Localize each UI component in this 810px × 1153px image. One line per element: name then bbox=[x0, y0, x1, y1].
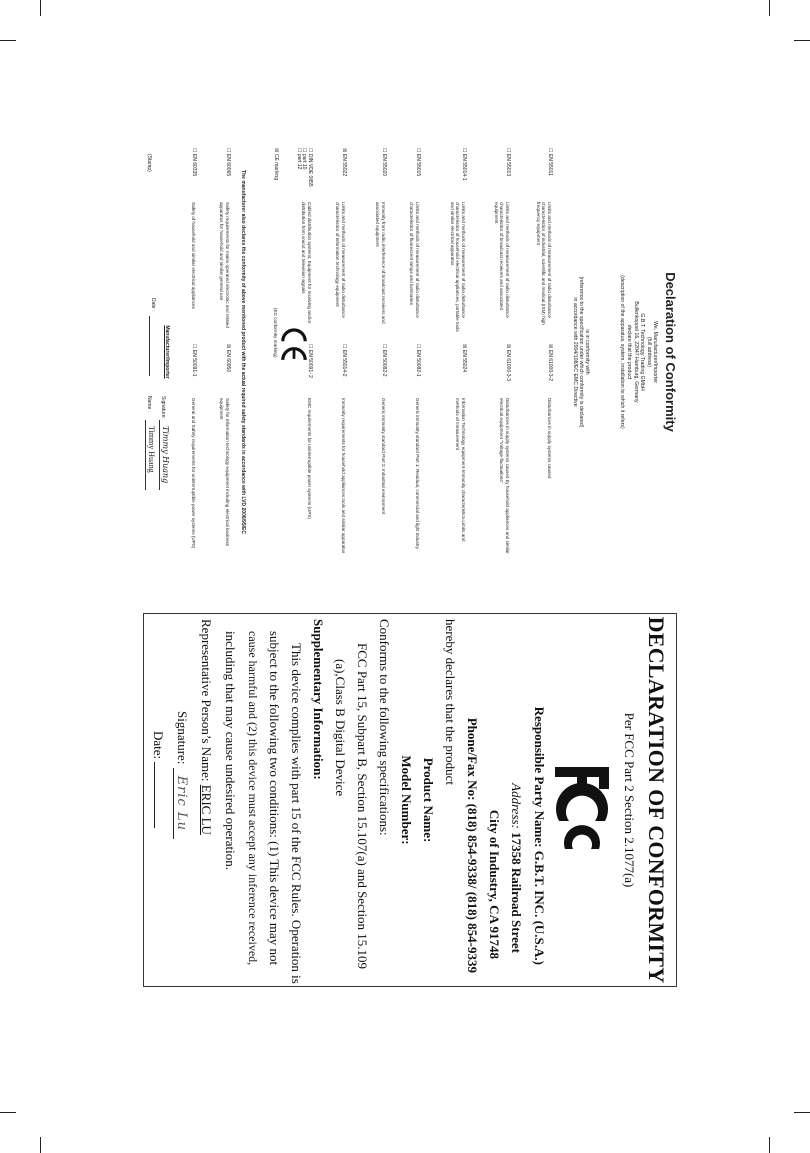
standard-row bbox=[200, 148, 230, 556]
name-line bbox=[145, 420, 146, 490]
representative-value: ERIC LU bbox=[199, 784, 214, 835]
name-label: Name : bbox=[146, 396, 152, 413]
responsible-party-label: Responsible Party Name: bbox=[532, 706, 547, 848]
standard-desc: Safety requirements for mains operated electronic and related apparatus for household and similar general use bbox=[219, 202, 230, 328]
ce-company: G.B.T. Technology Trading GMbH bbox=[639, 313, 645, 391]
standard-desc: Limits and methods of measurement of radio disturbance characteristics of broadcast receivers and associated equipment bbox=[493, 202, 510, 318]
fcc-signature-label: Signature: bbox=[175, 711, 190, 765]
standard-code: ☐ EN 60065 bbox=[225, 148, 231, 177]
conforms-text: Conforms to the following specifications: bbox=[377, 619, 392, 836]
standard-desc: (EC conformity marking) bbox=[273, 308, 278, 358]
supp-line: subject to the following two conditions: (1) This device may not bbox=[267, 631, 282, 966]
supplementary-label: Supplementary Information: bbox=[311, 619, 326, 780]
ce-header-line: declare that the product bbox=[626, 324, 632, 380]
standard-code: ☐ EN 55011 bbox=[547, 148, 553, 176]
standard-desc: Safety of household and similar electrical appliances bbox=[191, 202, 196, 309]
standard-code: ☒ CE marking bbox=[273, 148, 279, 180]
crop-mark bbox=[40, 0, 41, 16]
ce-declaration-rest bbox=[137, 148, 682, 556]
signature-block bbox=[140, 148, 170, 556]
ce-header-line: (full address) bbox=[646, 337, 652, 367]
standard-code: ☐ EN 60335 bbox=[191, 148, 197, 177]
date-label: Date : bbox=[150, 298, 156, 312]
responsible-party bbox=[531, 613, 547, 965]
phone-label: Phone/Fax No: bbox=[465, 717, 480, 801]
manufacturer-importer-label: Manufacturer/Importer bbox=[164, 325, 170, 379]
fcc-date-line bbox=[154, 762, 155, 828]
supp-line: cause harmful and (2) this device must accept any inference received, bbox=[246, 631, 260, 966]
crop-mark bbox=[794, 40, 810, 41]
city-row: City of Industry, CA 91748 bbox=[487, 809, 502, 959]
fcc-date-label: Date: bbox=[151, 731, 166, 760]
fcc-signature-value: Eric Lu bbox=[173, 768, 189, 839]
standard-code: ☐ DIN VDE 0855 ☐ part 10 ☐ part 12 bbox=[295, 148, 313, 187]
crop-mark bbox=[794, 1112, 810, 1113]
fcc-declaration bbox=[143, 613, 677, 987]
representative-row bbox=[198, 619, 214, 979]
standard-code: ☒ EN 60950 bbox=[225, 344, 231, 373]
signature-label: Signature: bbox=[160, 396, 166, 419]
standard-row bbox=[172, 148, 196, 556]
standard-desc: Generic immunity standard Part 1: Residual, commercial and light industry bbox=[415, 398, 420, 549]
signature-line bbox=[159, 420, 160, 490]
also-declares: The manufacturer also declares the conformity of above mentioned product with the actual required safety standards in accordance with LVD 2006/95/EC bbox=[240, 170, 246, 534]
crop-mark bbox=[769, 1137, 770, 1153]
standard-code: ☐ EN 50091- 2 bbox=[307, 344, 313, 378]
ce-header-line: in accordance with 2004/108/EC EMC Directive bbox=[572, 297, 578, 407]
standard-desc: Limits and methods of measurement of radio disturbance characteristics of fluorescent lamps and luminaries bbox=[409, 202, 420, 318]
standard-desc: General and Safety requirements for uninterruptible power systems (UPS) bbox=[191, 398, 196, 549]
stamp-label: (Stamp) bbox=[146, 154, 152, 172]
standard-desc: Generic immunity standard Part 2: Industrial environment bbox=[381, 398, 386, 515]
standard-code: ☐ EN 55014-1 bbox=[461, 148, 467, 181]
standard-row bbox=[316, 148, 346, 556]
crop-mark bbox=[40, 1137, 41, 1153]
standard-code: ☐ EN 55013 bbox=[505, 148, 511, 177]
standard-code: ☐ EN 50082-1 bbox=[415, 344, 421, 377]
standard-desc: Disturbances in supply systems caused by household appliances and similar electrical equipment "Voltage fluctuations" bbox=[499, 398, 510, 554]
model-number-label: Model Number: bbox=[399, 755, 414, 845]
fcc-logo-icon bbox=[551, 763, 613, 853]
class-b-text: (a),Class B Digital Device bbox=[333, 659, 348, 797]
standard-code: ☒ EN 55022 bbox=[341, 148, 347, 177]
representative-label: Representative Person’s Name: bbox=[199, 619, 214, 782]
ce-header-line: We, Manufacturer/Importer bbox=[652, 321, 658, 383]
standard-code: ☐ EN 55015 bbox=[415, 148, 421, 177]
standard-desc: Cabled distribution systems; Equipment for receiving and/or distribution from sound and television signals bbox=[301, 202, 312, 324]
ce-header-line: is in conformity with bbox=[584, 329, 590, 375]
fcc-subtitle: Per FCC Part 2 Section 2.1077(a) bbox=[622, 712, 637, 888]
crop-mark bbox=[769, 0, 770, 16]
standard-desc: Limits and methods of measurement of radio disturbance characteristics of industrial, scientific and medical (ISM) high frequency equipment bbox=[535, 202, 552, 325]
address-row bbox=[508, 613, 524, 953]
date-line bbox=[149, 316, 150, 376]
ce-title: Declaration of Conformity bbox=[663, 272, 678, 432]
ce-header-line: (reference to the specification under which conformity is declared) bbox=[578, 276, 584, 428]
fcc-part-text: FCC Part 15, Subpart B, Section 15.107(a) and Section 15.109 bbox=[355, 643, 370, 970]
crop-mark bbox=[0, 40, 16, 41]
standard-code: ☐ EN 55020 bbox=[381, 148, 387, 177]
standard-desc: Immunity requirements for household appliances tools and similar apparatus bbox=[341, 398, 346, 554]
standard-desc: Limits and methods of measurement of radio disturbance characteristics of information technology equipment bbox=[335, 202, 346, 318]
name-value: Timmy Huang bbox=[147, 426, 156, 473]
standard-code: ☐ EN 50082-2 bbox=[381, 344, 387, 377]
standard-desc: Immunity from radio interference of broadcast receivers and associated equipment bbox=[375, 202, 386, 324]
signature-row bbox=[174, 711, 190, 981]
standard-code: ☐ EN 50091-1 bbox=[191, 344, 197, 377]
hereby-declares: hereby declares that the product bbox=[443, 619, 458, 786]
standard-code: ☐ EN 55014-2 bbox=[341, 344, 347, 377]
standard-desc: EMC requirements for uninterruptible power systems (UPS) bbox=[307, 398, 312, 520]
crop-mark bbox=[0, 1112, 16, 1113]
phone-row bbox=[464, 613, 480, 973]
standard-row bbox=[248, 148, 278, 556]
standard-code: ☒ EN 61000-3-2 bbox=[547, 344, 553, 382]
phone-value: (818) 854-9338/ (818) 854-9339 bbox=[465, 803, 480, 973]
product-name-label: Product Name: bbox=[421, 757, 436, 843]
date-row bbox=[150, 731, 166, 981]
supp-line: including that may cause undesired operation. bbox=[223, 631, 238, 870]
standard-desc: Disturbances in supply systems caused bbox=[547, 398, 552, 479]
standard-code: ☒ EN 61000-3-3 bbox=[505, 344, 511, 382]
standard-desc: Information Technology equipment-Immunity characteristics-Limits and methods of measurement bbox=[455, 398, 466, 542]
responsible-party-value: G.B.T. INC. (U.S.A.) bbox=[532, 850, 547, 965]
ce-company-address: Bullenkoppel 16, 22047 Hamburg, Germany bbox=[633, 301, 639, 403]
ce-header-line: (description of the apparatus, system, installation to which it refers) bbox=[619, 275, 625, 429]
address-label: Address: bbox=[509, 783, 524, 829]
supp-line: This device complies with part 15 of the FCC Rules. Operation is bbox=[289, 643, 304, 984]
ce-mark-icon bbox=[280, 324, 308, 364]
signature-image: Timmy Huang bbox=[161, 426, 170, 484]
standard-code: ☒ EN 55024 bbox=[461, 344, 467, 373]
standard-desc: Safety for information technology equipment including electrical business equipment bbox=[219, 398, 230, 547]
address-value: 17358 Railroad Street bbox=[509, 832, 524, 953]
standard-desc: Limits and methods of measurement of radio disturbance characteristics of household electrical appliances, portable tools and similar electrical apparatus bbox=[449, 202, 466, 332]
fcc-title: DECLARATION OF CONFORMITY bbox=[644, 616, 669, 984]
